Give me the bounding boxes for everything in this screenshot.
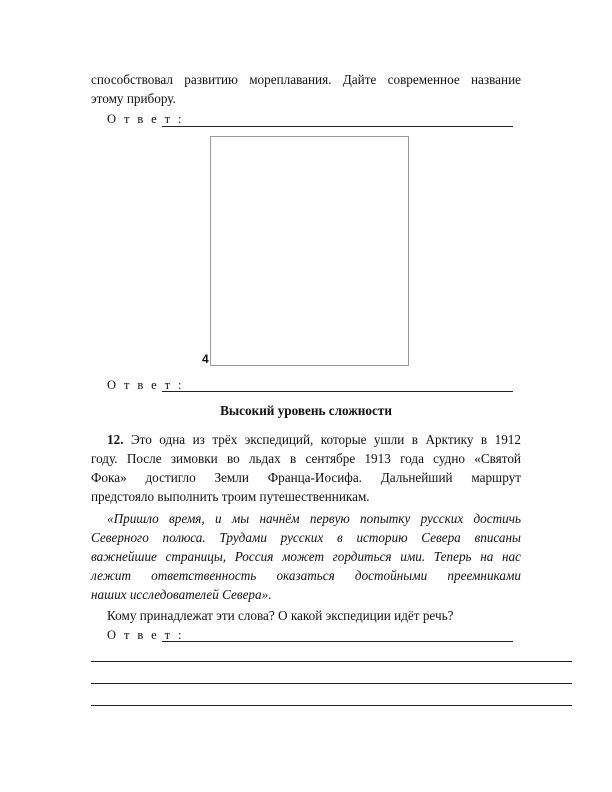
quote-line-5: наших исследователей Севера». (91, 587, 272, 602)
answer-label-2: О т в е т : (107, 378, 184, 392)
section-heading: Высокий уровень сложности (220, 403, 392, 418)
intro-line-2: этому прибору. (91, 91, 176, 106)
question-12-line-1 (107, 430, 521, 449)
answer-label-1: О т в е т : (107, 112, 184, 126)
quote-line-4: лежит ответственность оказаться достойными преемниками (91, 568, 521, 583)
answer-line-1[interactable] (162, 126, 513, 127)
question-12-line-2: году. После зимовки во льдах в сентябре 1913 года судно «Святой (91, 451, 521, 466)
figure-number: 4 (202, 352, 209, 366)
answer-line-2[interactable] (162, 391, 513, 392)
question-12-line-4: предстояло выполнить троим путешественникам. (91, 489, 370, 504)
question-12-prompt: Кому принадлежат эти слова? О какой экспедиции идёт речь? (107, 608, 454, 623)
quote-line-3: важнейшие страницы, Россия может гордиться ими. Теперь на нас (91, 549, 521, 564)
answer-line-extra-2[interactable] (91, 683, 572, 684)
answer-line-extra-3[interactable] (91, 705, 572, 706)
question-12-line-3: Фока» достигло Земли Франца-Иосифа. Дальнейший маршрут (91, 470, 521, 485)
intro-line-1: способствовал развитию мореплавания. Дайте современное название (91, 72, 521, 87)
question-12-number: 12. (107, 432, 124, 447)
answer-line-extra-1[interactable] (91, 661, 572, 662)
answer-line-3[interactable] (162, 641, 513, 642)
image-frame (210, 136, 409, 366)
answer-label-3: О т в е т : (107, 628, 184, 642)
quote-line-1: «Пришло время, и мы начнём первую попытку русских достичь (107, 511, 521, 526)
quote-line-2: Северного полюса. Трудами русских в историю Севера вписаны (91, 530, 521, 545)
question-12-text-1: Это одна из трёх экспедиций, которые ушли в Арктику в 1912 (130, 432, 521, 447)
